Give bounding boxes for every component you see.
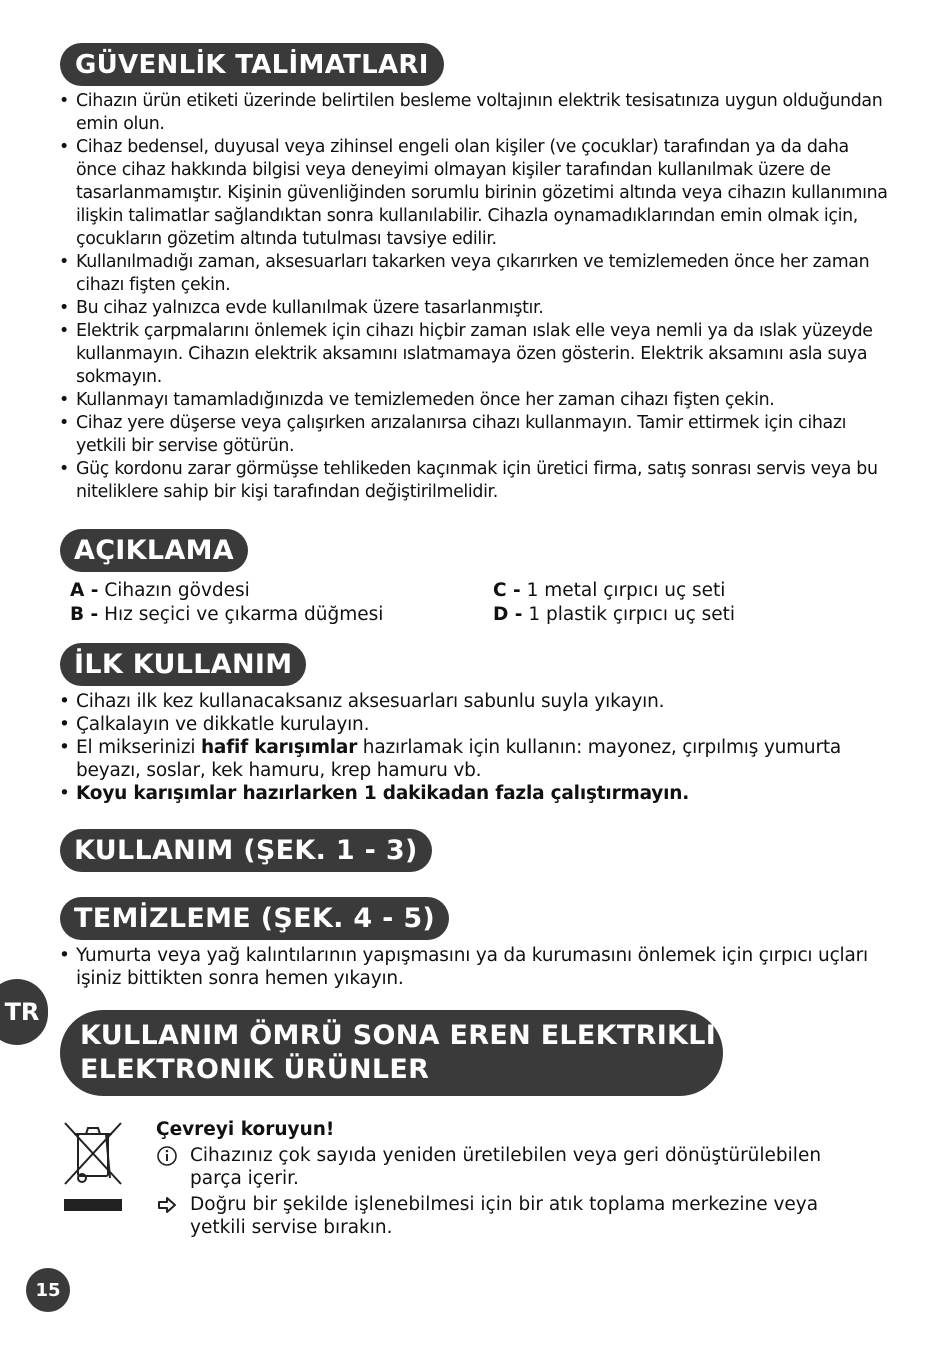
list-item: • Elektrik çarpmalarını önlemek için cihazı hiçbir zaman ıslak elle veya nemli ya da ıslak yüzeyde kullanmayın. Cihazın elektrik aksamını ıslatmamaya özen gösterin. Elektrik aksamını asla suya sokmayın.	[58, 320, 894, 389]
section-title-description-text: AÇIKLAMA	[74, 535, 234, 566]
description-key: A -	[70, 580, 99, 601]
section-title-usage	[60, 829, 432, 872]
description-text: 1 metal çırpıcı uç seti	[526, 580, 726, 601]
description-item-c	[493, 578, 725, 603]
arrow-right-icon	[156, 1193, 178, 1222]
section-title-usage-text: KULLANIM (ŞEK. 1 - 3)	[74, 835, 418, 866]
list-item: • Yumurta veya yağ kalıntılarının yapışmasını ya da kurumasını önlemek için çırpıcı uçları işiniz bittikten sonra hemen yıkayın.	[58, 944, 894, 990]
section-title-first-use	[60, 643, 306, 686]
list-item: • Cihazın ürün etiketi üzerinde belirtilen besleme voltajının elektrik tesisatınıza uygun olduğundan emin olun.	[58, 90, 894, 136]
section-title-weee-line2: ELEKTRONIK ÜRÜNLER	[80, 1054, 430, 1085]
weee-info-row	[156, 1144, 876, 1190]
list-item: • Cihaz yere düşerse veya çalışırken arızalanırsa cihazı kullanmayın. Tamir ettirmek için cihazı yetkili bir servise götürün.	[58, 412, 894, 458]
language-tab	[0, 979, 48, 1045]
description-item-a	[70, 578, 250, 603]
weee-action-row	[156, 1193, 876, 1239]
description-key: D -	[493, 604, 523, 625]
list-item: • Kullanılmadığı zaman, aksesuarları takarken veya çıkarırken ve temizlemeden önce her zaman cihazı fişten çekin.	[58, 251, 894, 297]
section-title-cleaning	[60, 897, 449, 940]
list-item	[58, 782, 894, 805]
list-item: • Çalkalayın ve dikkatle kurulayın.	[58, 713, 894, 736]
description-item-d	[493, 602, 735, 627]
info-circle-icon	[156, 1144, 178, 1173]
description-item-b	[70, 602, 383, 627]
section-title-safety	[60, 43, 444, 86]
list-item-emphasis: hafif karışımlar	[200, 737, 358, 758]
section-title-safety-text: GÜVENLİK TALİMATLARI	[75, 49, 429, 80]
list-item	[58, 736, 894, 782]
page-number	[26, 1268, 70, 1312]
weee-info-text: Cihazınız çok sayıda yeniden üretilebilen veya geri dönüştürülebilen parça içerir.	[190, 1145, 822, 1189]
crossed-out-wheelie-bin-icon	[62, 1120, 124, 1214]
description-text: Hız seçici ve çıkarma düğmesi	[104, 604, 384, 625]
weee-heading: Çevreyi koruyun!	[156, 1119, 335, 1140]
list-item-text: El mikserinizi	[76, 737, 201, 758]
weee-action-text: Doğru bir şekilde işlenebilmesi için bir atık toplama merkezine veya yetkili servise bırakın.	[190, 1194, 819, 1238]
safety-list	[58, 90, 894, 504]
section-title-first-use-text: İLK KULLANIM	[74, 649, 293, 680]
description-text: 1 plastik çırpıcı uç seti	[528, 604, 736, 625]
list-item: • Cihazı ilk kez kullanacaksanız aksesuarları sabunlu suyla yıkayın.	[58, 690, 894, 713]
section-title-weee-line1: KULLANIM ÖMRÜ SONA EREN ELEKTRIKLI VE	[80, 1020, 766, 1051]
cleaning-list	[58, 944, 894, 990]
language-tab-label: TR	[4, 998, 40, 1026]
description-key: C -	[493, 580, 521, 601]
section-title-description	[60, 529, 248, 572]
list-item: • Güç kordonu zarar görmüşse tehlikeden kaçınmak için üretici firma, satış sonrası servis veya bu niteliklere sahip bir kişi tarafından değiştirilmelidir.	[58, 458, 894, 504]
first-use-list	[58, 690, 894, 805]
list-item-text: hazırlamak için kullanın: mayonez, çırpılmış yumurta beyazı, soslar, kek hamuru, krep hamuru vb.	[76, 737, 842, 781]
section-title-weee	[60, 1010, 766, 1096]
list-item: • Bu cihaz yalnızca evde kullanılmak üzere tasarlanmıştır.	[58, 297, 894, 320]
list-item: • Kullanmayı tamamladığınızda ve temizlemeden önce her zaman cihazı fişten çekin.	[58, 389, 894, 412]
list-item: • Cihaz bedensel, duyusal veya zihinsel engeli olan kişiler (ve çocuklar) tarafından ya da daha önce cihaz hakkında bilgisi veya deneyimi olmayan kişiler tarafından kullanılmak üzere de tasarlanmamıştır. Kişinin güvenliğinden sorumlu birinin gözetimi altında veya cihazın kullanımına ilişkin talimatlar sağlandıktan sonra kullanılabilir. Cihazla oynamadıklarından emin olmak için, çocukların gözetim altında tutulması tavsiye edilir.	[58, 136, 894, 251]
section-title-cleaning-text: TEMİZLEME (ŞEK. 4 - 5)	[74, 903, 436, 934]
description-key: B -	[70, 604, 99, 625]
description-text: Cihazın gövdesi	[104, 580, 250, 601]
weee-content	[156, 1118, 876, 1239]
list-item-emphasis: Koyu karışımlar hazırlarken 1 dakikadan fazla çalıştırmayın.	[76, 783, 690, 804]
page-number-label: 15	[35, 1279, 61, 1301]
